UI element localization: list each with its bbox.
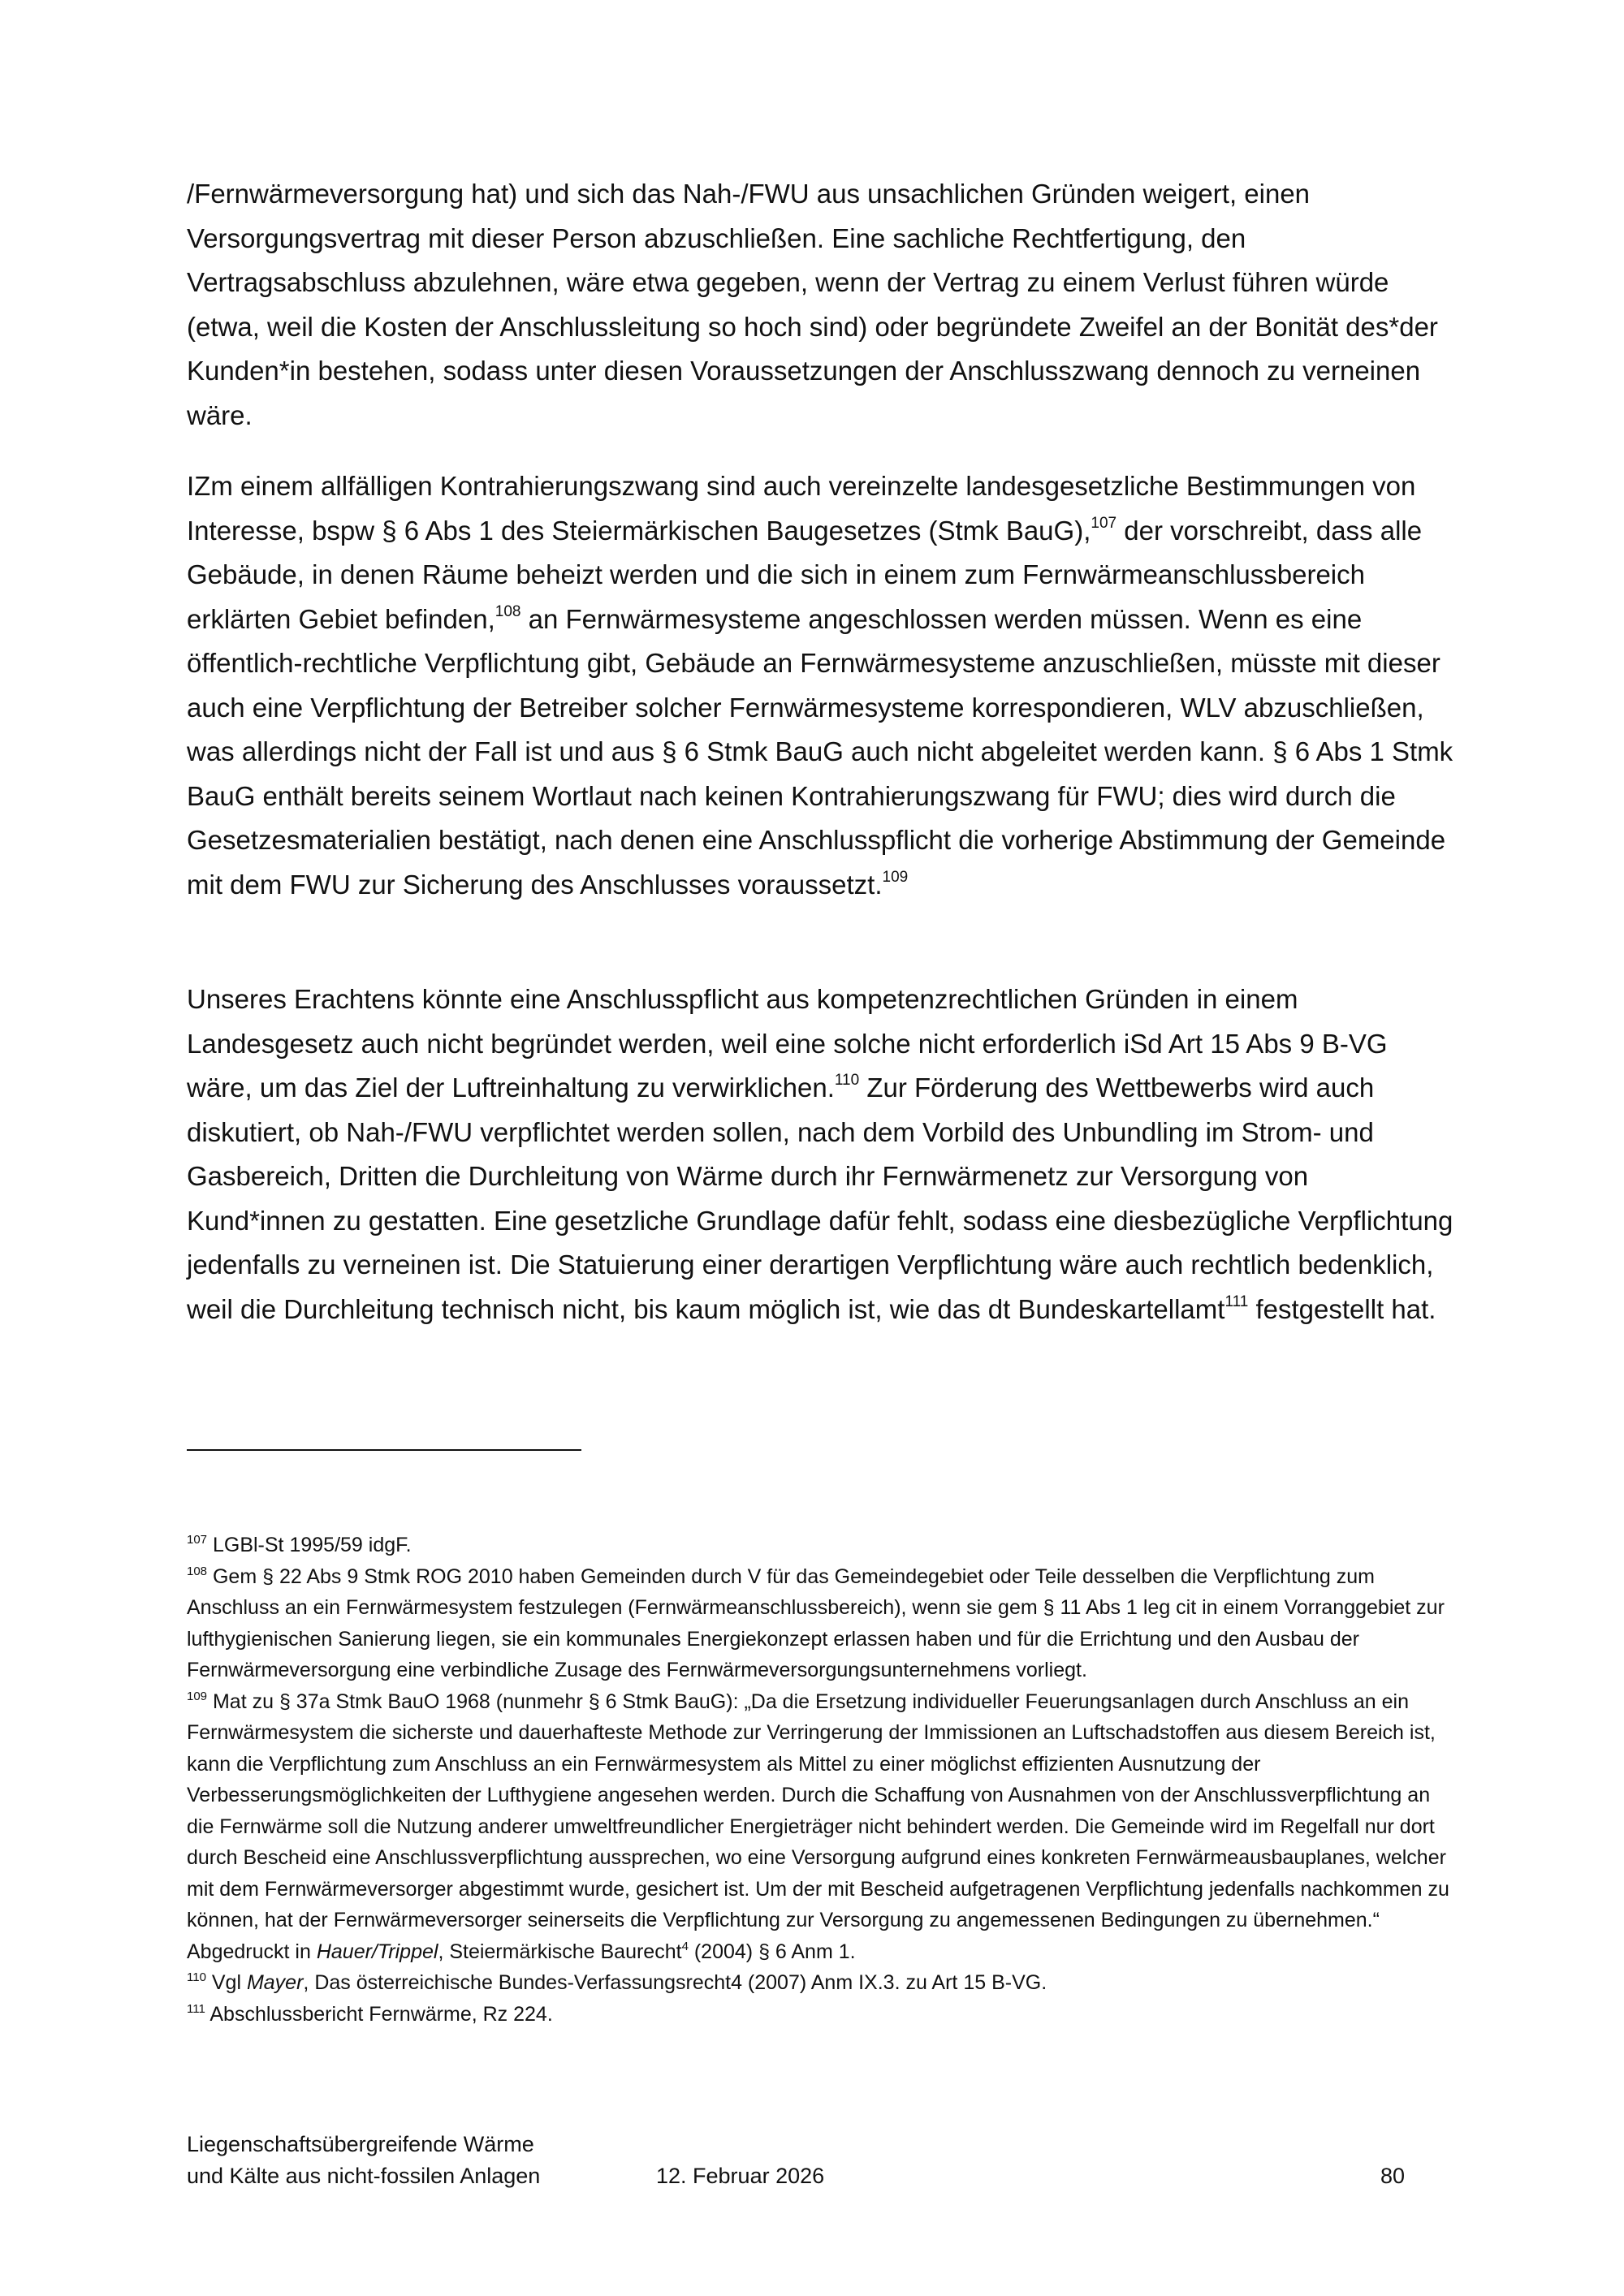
footnote-ref-109[interactable]: 109 (882, 868, 909, 886)
footnote-ref-110[interactable]: 110 (834, 1072, 860, 1089)
footnote-text: Gem § 22 Abs 9 Stmk ROG 2010 haben Gemeinden durch V für das Gemeindegebiet oder Teile desselben die Verpflichtung zum Anschluss an ein Fernwärmesystem festzulegen (Fernwärmeanschlussbereich), wenn sie gem § 11 Abs 1 leg cit in einem Vorranggebiet zur lufthygienischen Sanierung liegen, sie ein kommunales Energiekonzept erlassen haben und für die Errichtung und den Ausbau der Fernwärmeversorgung eine verbindliche Zusage des Fernwärmeversorgungsunternehmens vorliegt. (187, 1564, 1445, 1681)
footnote-number: 109 (187, 1689, 208, 1703)
footnote-107 (187, 1530, 1453, 1561)
body-paragraph-3 (187, 978, 1453, 1331)
footnote-110 (187, 1967, 1453, 1999)
footnote-text: Mat zu § 37a Stmk BauO 1968 (nunmehr § 6 Stmk BauG): „Da die Ersetzung individueller Feuerungsanlagen durch Anschluss an ein Fernwärmesystem die sicherste und dauerhafteste Methode zur Verringerung der Immissionen an Luftschadstoffen aus diesem Bereich ist, kann die Verpflichtung zum Anschluss an ein Fernwärmesystem als Mittel zu einer möglichst effizienten Ausnutzung der Verbesserungsmöglichkeiten der Lufthygiene angesehen werden. Durch die Schaffung von Ausnahmen von der Anschlussverpflichtung an die Fernwärme soll die Nutzung anderer umweltfreundlicher Energieträger nicht behindert werden. Die Gemeinde wird im Regelfall nur dort durch Bescheid eine Anschlussverpflichtung aussprechen, wo eine Versorgung aufgrund eines konkreten Fernwärmeausbauplanes, welcher mit dem Fernwärmeversorger abgestimmt wurde, gesichert ist. Um der mit Bescheid aufgetragenen Verpflichtung jedenfalls nachkommen zu können, hat der Fernwärmeversorger seinerseits die Verpflichtung zur Versorgung zu angemessenen Bedingungen zu übernehmen.“ Abgedruckt in (187, 1690, 1449, 1963)
paragraph-text: Zur Förderung des Wettbewerbs wird auch diskutiert, ob Nah-/FWU verpflichtet werden sollen, nach dem Vorbild des Unbundling im Strom- und Gasbereich, Dritten die Durchleitung von Wärme durch ihr Fernwärmenetz zur Versorgung von Kund*innen zu gestatten. Eine gesetzliche Grundlage dafür fehlt, sodass eine diesbezügliche Verpflichtung jedenfalls zu verneinen ist. Die Statuierung einer derartigen Verpflichtung wäre auch rechtlich bedenklich, weil die Durchleitung technisch nicht, bis kaum möglich ist, wie das dt Bundeskartellamt (187, 1072, 1453, 1324)
footnote-text: , Steiermärkische Baurecht (438, 1940, 682, 1963)
footnote-ref-108[interactable]: 108 (495, 602, 521, 620)
footnote-text: Abschlussbericht Fernwärme, Rz 224. (205, 2002, 553, 2026)
footer-document-title (187, 2129, 609, 2192)
footnote-number: 111 (187, 2001, 205, 2016)
footer-date: 12. Februar 2026 (656, 2164, 825, 2188)
footnote-text: LGBl-St 1995/59 idgF. (207, 1534, 412, 1556)
footer-title-line: und Kälte aus nicht-fossilen Anlagen (187, 2164, 541, 2188)
footnotes (187, 1530, 1453, 2030)
footnote-number: 110 (187, 1970, 206, 1984)
paragraph-text: an Fernwärmesysteme angeschlossen werden müssen. Wenn es eine öffentlich-rechtliche Verpflichtung gibt, Gebäude an Fernwärmesysteme anzuschließen, müsste mit dieser auch eine Verpflichtung der Betreiber solcher Fernwärmesysteme korrespondieren, WLV abzuschließen, was allerdings nicht der Fall ist und aus § 6 Stmk BauG auch nicht abgeleitet werden kann. § 6 Abs 1 Stmk BauG enthält bereits seinem Wortlaut nach keinen Kontrahierungszwang für FWU; dies wird durch die Gesetzesmaterialien bestätigt, nach denen eine Anschlusspflicht die vorherige Abstimmung der Gemeinde mit dem FWU zur Sicherung des Anschlusses voraussetzt. (187, 603, 1453, 900)
footnote-separator (187, 1449, 581, 1451)
footnote-109 (187, 1686, 1453, 1968)
footnote-text: Vgl (205, 1971, 247, 1994)
footnote-number: 108 (187, 1564, 208, 1578)
page-number: 80 (1380, 2164, 1405, 2188)
body-paragraph-2 (187, 464, 1453, 907)
footnote-author: Hauer/Trippel (316, 1940, 438, 1963)
footnote-number: 107 (187, 1533, 208, 1547)
footnote-author: Mayer (246, 1971, 304, 1994)
footer-title-line: Liegenschaftsübergreifende Wärme (187, 2132, 534, 2156)
footnote-text: , Das österreichische Bundes-Verfassungsrecht4 (2007) Anm IX.3. zu Art 15 B-VG. (303, 1971, 1047, 1994)
paragraph-text: IZm einem allfälligen Kontrahierungszwang sind auch vereinzelte landesgesetzliche Bestimmungen von Interesse, bspw § 6 Abs 1 des Steiermärkischen Baugesetzes (Stmk BauG), (187, 471, 1416, 546)
body-paragraph-1 (187, 172, 1453, 438)
paragraph-text: /Fernwärmeversorgung hat) und sich das Nah-/FWU aus unsachlichen Gründen weigert, einen Versorgungsvertrag mit dieser Person abzuschließen. Eine sachliche Rechtfertigung, den Vertragsabschluss abzulehnen, wäre etwa gegeben, wenn der Vertrag zu einem Verlust führen würde (etwa, weil die Kosten der Anschlussleitung so hoch sind) oder begründete Zweifel an der Bonität des*der Kunden*in bestehen, sodass unter diesen Voraussetzungen der Anschlusszwang dennoch zu verneinen wäre. (187, 179, 1438, 430)
footnote-ref-107[interactable]: 107 (1091, 514, 1117, 532)
paragraph-text: festgestellt hat. (1248, 1293, 1436, 1324)
footnote-text: (2004) § 6 Anm 1. (688, 1940, 856, 1963)
footnote-111 (187, 1999, 1453, 2031)
edition-number: 4 (681, 1939, 689, 1953)
paragraph-text: der vorschreibt, dass alle Gebäude, in denen Räume beheizt werden und die sich in einem zum Fernwärmeanschlussbereich erklärten Gebiet befinden, (187, 515, 1423, 634)
footnote-ref-111[interactable]: 111 (1224, 1293, 1249, 1310)
paragraph-text: Unseres Erachtens könnte eine Anschlusspflicht aus kompetenzrechtlichen Gründen in einem Landesgesetz auch nicht begründet werden, weil eine solche nicht erforderlich iSd Art 15 Abs 9 B-VG wäre, um das Ziel der Luftreinhaltung zu verwirklichen. (187, 984, 1388, 1103)
footnote-108 (187, 1561, 1453, 1686)
